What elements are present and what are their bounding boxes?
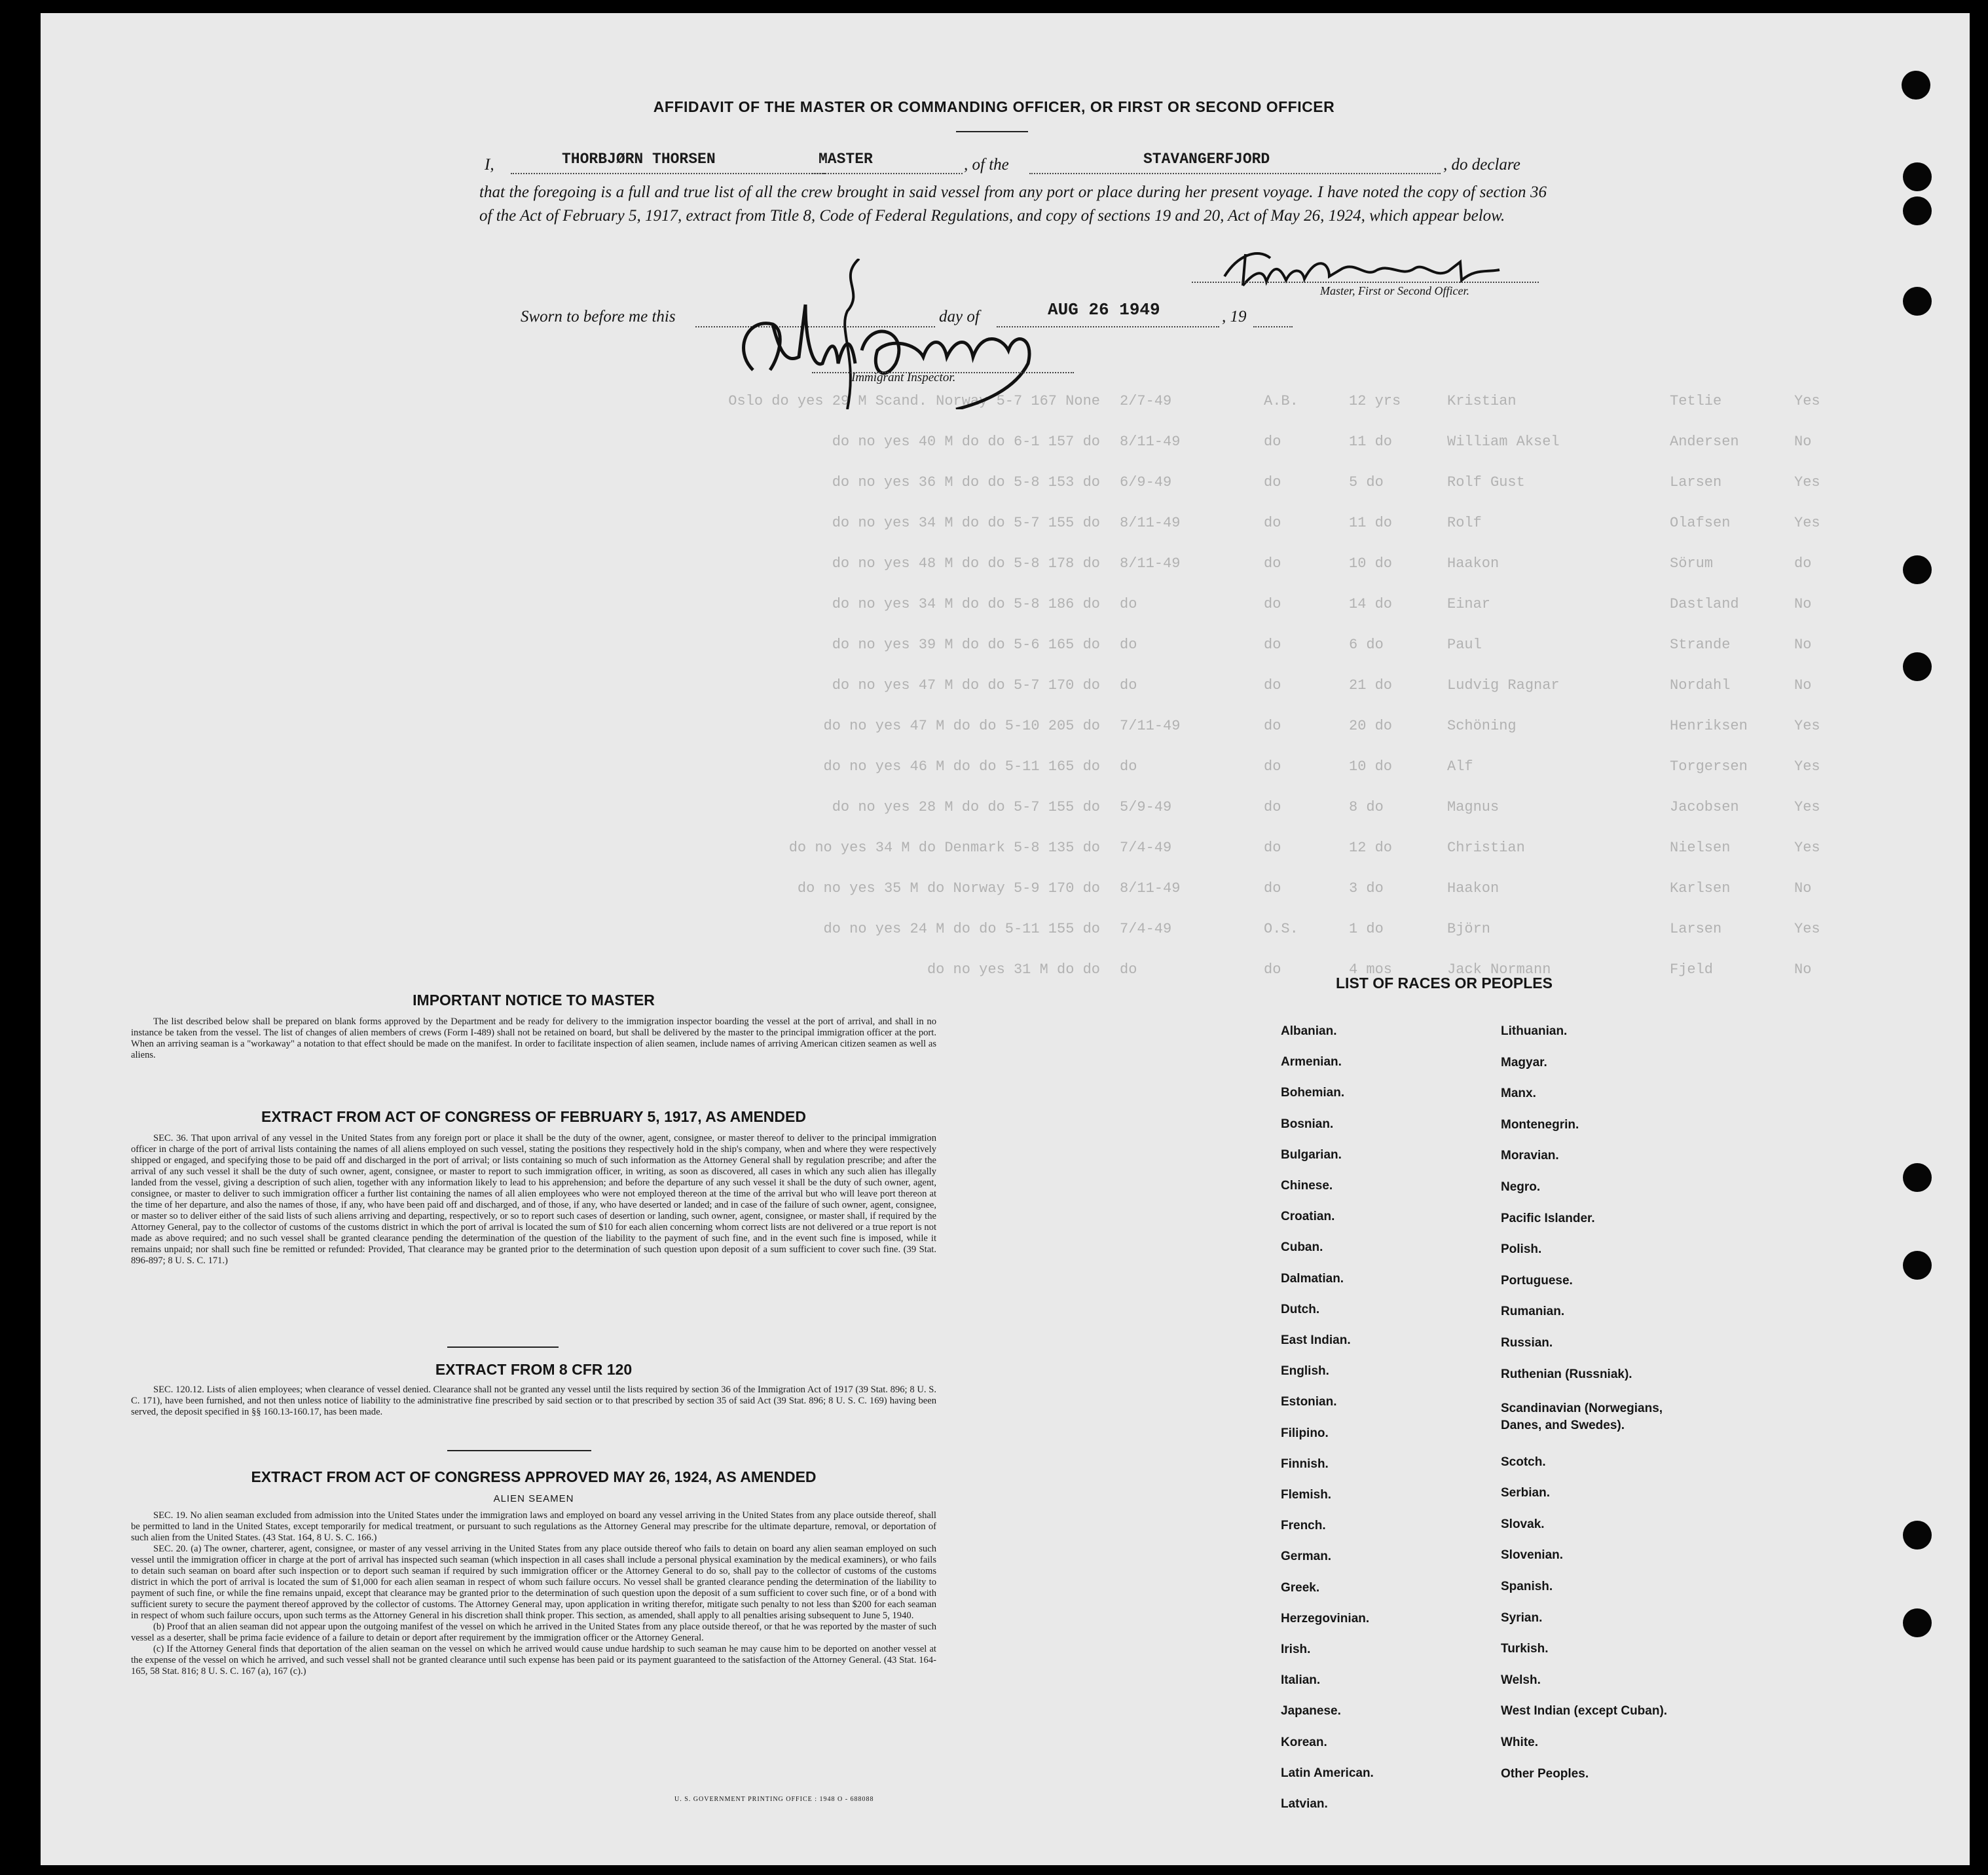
bleed-surname: Tetlie	[1670, 393, 1722, 409]
punch-hole	[1903, 287, 1932, 316]
bleed-row	[367, 555, 1873, 575]
year-label: , 19	[1222, 308, 1247, 325]
master-name: THORBJØRN THORSEN	[562, 151, 716, 168]
bleed-a: do	[1264, 718, 1281, 734]
bleed-surname: Jacobsen	[1670, 799, 1739, 815]
bleed-c1: No	[1794, 677, 1812, 694]
bleed-surname: Torgersen	[1670, 758, 1748, 775]
inspector-signature	[707, 259, 1074, 409]
bleed-a: do	[1264, 515, 1281, 531]
race-item: Moravian.	[1501, 1149, 1559, 1163]
race-item: Flemish.	[1281, 1488, 1332, 1502]
punch-hole	[1903, 555, 1932, 584]
bleed-c1: Yes	[1794, 758, 1820, 775]
bleed-date: 8/11-49	[1120, 434, 1181, 450]
race-item: Albanian.	[1281, 1024, 1337, 1038]
race-item: French.	[1281, 1519, 1326, 1533]
affidavit-title: AFFIDAVIT OF THE MASTER OR COMMANDING OFFICER, OR FIRST OR SECOND OFFICER	[653, 98, 1335, 115]
bleed-surname: Fjeld	[1670, 961, 1714, 978]
bleed-surname: Nielsen	[1670, 840, 1731, 856]
race-item: Bosnian.	[1281, 1117, 1334, 1131]
bleed-c1: Yes	[1794, 718, 1820, 734]
bleed-age: 10 do	[1349, 758, 1393, 775]
bleed-date: 8/11-49	[1120, 555, 1181, 572]
affidavit-prefix: I,	[485, 156, 494, 174]
bleed-date: do	[1120, 961, 1137, 978]
bleed-age: 6 do	[1349, 637, 1384, 653]
bleed-given: Rolf	[1447, 515, 1482, 531]
bleed-age: 20 do	[1349, 718, 1393, 734]
race-item: Japanese.	[1281, 1704, 1341, 1718]
punch-hole	[1903, 1163, 1932, 1192]
bleed-age: 10 do	[1349, 555, 1393, 572]
bleed-age: 12 yrs	[1349, 393, 1401, 409]
bleed-c1: No	[1794, 961, 1812, 978]
extract-1924-heading: EXTRACT FROM ACT OF CONGRESS APPROVED MAY 26, 1924, AS AMENDED	[251, 1468, 817, 1485]
race-item: Ruthenian (Russniak).	[1501, 1367, 1632, 1381]
race-item: Estonian.	[1281, 1395, 1337, 1409]
races-heading: LIST OF RACES OR PEOPLES	[1336, 975, 1553, 992]
race-item: Herzegovinian.	[1281, 1611, 1370, 1625]
section-36-paragraph: SEC. 36. That upon arrival of any vessel in the United States from any foreign port or place it shall be the duty of the owner, agent, consignee, or master thereof to deliver to the principal immigration officer in charge of the port of arrival lists containing the names of all aliens employed on such vessel, stating the positions they respectively hold in the ship's company, when and where they were respectively shipped or engaged, and specifying those to be paid off and discharged in the port of arrival; or lists containing so much of such information as the Attorney General shall by regulation prescribe; and after the arrival of any such vessel it shall be the duty of such owner, agent, consignee, or master to report to such immigration officer, in writing, as soon as discovered, all cases in which any such alien has illegally landed from the vessel, giving a description of such alien, together with any information likely to lead to his apprehension; and before the departure of any such vessel it shall be the duty of such owner, agent, consignee, or master to deliver to such immigration officer a further list containing the names of all alien employees who were not employed thereon at the time of the arrival but who will leave port thereon at the time of her departure, and also the names of those, if any, who have been paid off and discharged, and of those, if any, who have deserted or landed; and in case of the failure of such owner, agent, consignee, or master so to deliver either of the said lists of such aliens arriving and departing, respectively, or so to report such cases of desertion or landing, such owner, agent, consignee, or master shall, if required by the Attorney General, pay to the collector of customs of the customs district in which the port of arrival is located the sum of $10 for each alien concerning whom correct lists are not delivered or a true report is not made as above required; and no such vessel shall be granted clearance pending the determination of the question of the liability to the payment of such fine, and in the event such fine is imposed, while it remains unpaid; nor shall such fine be remitted or refunded: Provided, That clearance may be granted prior to the determination of such question upon deposit of a sum sufficient to cover such fine. (39 Stat. 896-897; 8 U. S. C. 171.)	[131, 1133, 936, 1266]
bleed-date: do	[1120, 637, 1137, 653]
bleed-row	[367, 961, 1873, 981]
bleed-c1: Yes	[1794, 921, 1820, 937]
title-divider	[956, 131, 1028, 132]
bleed-age: 11 do	[1349, 515, 1393, 531]
alien-seamen-subheading: ALIEN SEAMEN	[493, 1493, 574, 1504]
bleed-row	[367, 799, 1873, 819]
bleed-row	[367, 921, 1873, 940]
vessel-line	[1029, 173, 1441, 174]
bleed-surname: Larsen	[1670, 921, 1722, 937]
bleed-date: do	[1120, 677, 1137, 694]
bleed-rest: Oslo do yes 29 M Scand. Norway 5-7 167 None	[728, 393, 1100, 409]
bleed-given: Jack Normann	[1447, 961, 1551, 978]
race-item: Slovak.	[1501, 1517, 1545, 1531]
punch-hole	[1903, 1251, 1932, 1280]
bleed-rest: do no yes 46 M do do 5-11 165 do	[823, 758, 1100, 775]
race-item: Chinese.	[1281, 1179, 1333, 1193]
bleed-age: 3 do	[1349, 880, 1384, 897]
bleed-given: William Aksel	[1447, 434, 1560, 450]
date-stamp: AUG 26 1949	[1048, 300, 1160, 320]
bleed-surname: Sörum	[1670, 555, 1714, 572]
bleed-given: Alf	[1447, 758, 1473, 775]
race-item: Other Peoples.	[1501, 1766, 1589, 1781]
bleed-date: 8/11-49	[1120, 880, 1181, 897]
race-item: Bulgarian.	[1281, 1147, 1342, 1162]
bleed-surname: Dastland	[1670, 596, 1739, 612]
race-item: Slovenian.	[1501, 1548, 1564, 1563]
bleed-date: 8/11-49	[1120, 515, 1181, 531]
race-item: White.	[1501, 1736, 1538, 1749]
bleed-c1: do	[1794, 555, 1812, 572]
punch-hole	[1903, 196, 1932, 225]
race-item: Greek.	[1281, 1580, 1320, 1595]
bleed-row	[367, 474, 1873, 494]
bleed-given: Björn	[1447, 921, 1491, 937]
bleed-age: 8 do	[1349, 799, 1384, 815]
bleed-given: Magnus	[1447, 799, 1500, 815]
bleed-a: do	[1264, 555, 1281, 572]
race-item: Negro.	[1501, 1180, 1541, 1194]
bleed-given: Einar	[1447, 596, 1491, 612]
bleed-age: 11 do	[1349, 434, 1393, 450]
bleed-a: do	[1264, 961, 1281, 978]
bleed-surname: Larsen	[1670, 474, 1722, 491]
notice-heading: IMPORTANT NOTICE TO MASTER	[413, 992, 655, 1009]
of-the-label: , of the	[964, 156, 1009, 174]
bleed-a: do	[1264, 434, 1281, 450]
bleed-given: Paul	[1447, 637, 1482, 653]
sworn-label: Sworn to before me this	[521, 308, 676, 325]
race-item: Finnish.	[1281, 1457, 1329, 1471]
extract-1917-heading: EXTRACT FROM ACT OF CONGRESS OF FEBRUARY 5, 1917, AS AMENDED	[261, 1108, 806, 1125]
punch-hole	[1903, 162, 1932, 191]
bleed-surname: Olafsen	[1670, 515, 1731, 531]
race-item: Welsh.	[1501, 1673, 1541, 1687]
race-item: Pacific Islander.	[1501, 1211, 1595, 1225]
bleed-c1: Yes	[1794, 515, 1820, 531]
master-signature-line	[1192, 282, 1539, 283]
section-120-12-paragraph: SEC. 120.12. Lists of alien employees; when clearance of vessel denied. Clearance shall not be granted any vessel until the lists required by section 36 of the Immigration Act of 1917 (39 Stat. 896; 8 U. S. C. 171), have been furnished, and not then unless notice of liability to the administrative fine prescribed by said section or to that prescribed by section 35 of said Act (39 Stat. 896; 8 U. S. C. 169) having been served, the deposit specified in §§ 160.13-160.17, has been made.	[131, 1384, 936, 1417]
bleed-date: 7/11-49	[1120, 718, 1181, 734]
bleed-rest: do no yes 39 M do do 5-6 165 do	[832, 637, 1100, 653]
bleed-date: do	[1120, 596, 1137, 612]
bleed-row	[367, 758, 1873, 778]
bleed-row	[367, 393, 1873, 413]
race-item: Latvian.	[1281, 1797, 1328, 1811]
rank: MASTER	[819, 151, 873, 168]
bleed-surname: Strande	[1670, 637, 1731, 653]
master-caption: Master, First or Second Officer.	[1320, 284, 1469, 297]
bleed-row	[367, 677, 1873, 697]
bleed-date: 6/9-49	[1120, 474, 1172, 491]
race-item: Danes, and Swedes).	[1501, 1418, 1625, 1432]
bleed-c1: Yes	[1794, 799, 1820, 815]
extract-1917-text	[131, 1133, 936, 1267]
declare-label: , do declare	[1443, 156, 1520, 174]
bleed-c1: No	[1794, 880, 1812, 897]
bleed-given: Christian	[1447, 840, 1525, 856]
race-item: Syrian.	[1501, 1610, 1543, 1625]
bleed-a: do	[1264, 758, 1281, 775]
race-item: Turkish.	[1501, 1642, 1549, 1656]
bleed-rest: do no yes 34 M do Denmark 5-8 135 do	[788, 840, 1100, 856]
bleed-row	[367, 880, 1873, 900]
race-item: Magyar.	[1501, 1055, 1547, 1069]
section-19-paragraph: SEC. 19. No alien seaman excluded from admission into the United States under the immigration laws and employed on board any vessel arriving in the United States from any place outside thereof, shall be permitted to land in the United States, except temporarily for medical treatment, or pursuant to such regulations as the Attorney General may prescribe for the ultimate departure, removal, or deportation of such alien from the United States. (43 Stat. 164, 8 U. S. C. 166.)	[131, 1510, 936, 1543]
bleed-surname: Andersen	[1670, 434, 1739, 450]
bleed-age: 1 do	[1349, 921, 1384, 937]
race-item: Montenegrin.	[1501, 1117, 1579, 1132]
bleed-row	[367, 596, 1873, 616]
bleed-c1: No	[1794, 434, 1812, 450]
inspector-caption: Immigrant Inspector.	[851, 371, 956, 384]
bleed-surname: Karlsen	[1670, 880, 1731, 897]
race-item: Scandinavian (Norwegians,	[1501, 1401, 1663, 1415]
race-item: Korean.	[1281, 1735, 1327, 1749]
race-item: German.	[1281, 1550, 1332, 1564]
bleed-date: 2/7-49	[1120, 393, 1172, 409]
punch-hole	[1903, 652, 1932, 681]
bleed-given: Kristian	[1447, 393, 1517, 409]
bleed-row	[367, 840, 1873, 859]
section-20c-paragraph: (c) If the Attorney General finds that deportation of the alien seaman on the vessel on which he arrived would cause undue hardship to such seaman he may cause him to be deported on another vessel at the expense of the vessel on which he arrived, and such vessel shall not be granted clearance until such expense has been paid or its payment guaranteed to the satisfaction of the Attorney General. (43 Stat. 164-165, 58 Stat. 816; 8 U. S. C. 167 (a), 167 (c).)	[131, 1644, 936, 1677]
bleed-c1: Yes	[1794, 840, 1820, 856]
affidavit-body: that the foregoing is a full and true list of all the crew brought in said vessel from any port or place during her present voyage. I have noted the copy of section 36 of the Act of February 5, 1917, extract from Title 8, Code of Federal Regulations, and copy of sections 19 and 20, Act of May 26, 1924, which appear below.	[479, 183, 1547, 225]
race-item: Irish.	[1281, 1643, 1311, 1656]
section-20a-paragraph: SEC. 20. (a) The owner, charterer, agent, consignee, or master of any vessel arriving in the United States from any place outside thereof who fails to detain on board any alien seaman employed on such vessel until the immigration officer in charge at the port of arrival has inspected such seaman (which inspection in all cases shall include a personal physical examination by the medical examiners), or who fails to detain such seaman on board after such inspection or to deport such seaman if required by such immigration officer or the Attorney General to do so, shall pay to the collector of customs of the customs district in which the port of arrival is located the sum of $1,000 for each alien seaman in respect of whom such failure occurs. No vessel shall be granted clearance pending the determination of the liability to payment of such fine, or while the fine remains unpaid, except that clearance may be granted prior to the determination of such question upon the deposit of a sum sufficient to cover such fine, or of a bond with sufficient surety to secure the payment thereof approved by the collector of customs. The Attorney General may, upon application in writing therefor, mitigate such penalty to not less than $200 for each seaman in respect of whom such failure occurs, upon such terms as the Attorney General in his discretion shall think proper. This section, as amended, shall apply to all penalties arising subsequent to June 5, 1940.	[131, 1544, 936, 1621]
race-item: Italian.	[1281, 1673, 1321, 1688]
bleed-a: do	[1264, 799, 1281, 815]
bleed-given: Ludvig Ragnar	[1447, 677, 1560, 694]
bleed-rest: do no yes 34 M do do 5-8 186 do	[832, 596, 1100, 612]
bleed-rest: do no yes 31 M do do	[927, 961, 1100, 978]
bleed-a: do	[1264, 596, 1281, 612]
year-line	[1253, 326, 1293, 327]
section-20b-paragraph: (b) Proof that an alien seaman did not appear upon the outgoing manifest of the vessel on which he arrived in the United States from any place outside thereof, or that he was reported by the master of such vessel as a deserter, shall be prima facie evidence of a failure to detain or deport after requirement by the immigration officer or the Attorney General.	[131, 1622, 936, 1643]
bleed-a: do	[1264, 880, 1281, 897]
bleed-date: do	[1120, 758, 1137, 775]
bleed-given: Schöning	[1447, 718, 1517, 734]
bleed-surname: Henriksen	[1670, 718, 1748, 734]
bleed-a: do	[1264, 637, 1281, 653]
bleed-age: 12 do	[1349, 840, 1393, 856]
punch-hole	[1903, 1521, 1932, 1550]
bleed-rest: do no yes 47 M do do 5-7 170 do	[832, 677, 1100, 694]
punch-hole	[1903, 1608, 1932, 1637]
race-item: Spanish.	[1501, 1580, 1553, 1593]
bleed-age: 14 do	[1349, 596, 1393, 612]
race-item: Lithuanian.	[1501, 1024, 1568, 1038]
bleed-age: 21 do	[1349, 677, 1393, 694]
race-item: Manx.	[1501, 1086, 1536, 1101]
bleed-row	[367, 515, 1873, 534]
bleed-a: A.B.	[1264, 393, 1298, 409]
rank-line	[812, 173, 963, 174]
race-item: Cuban.	[1281, 1240, 1323, 1255]
extract-cfr-text	[131, 1384, 936, 1418]
race-item: Russian.	[1501, 1336, 1553, 1350]
extract-cfr-heading: EXTRACT FROM 8 CFR 120	[435, 1361, 633, 1378]
bleed-rest: do no yes 34 M do do 5-7 155 do	[832, 515, 1100, 531]
bleed-date: 5/9-49	[1120, 799, 1172, 815]
bleed-rest: do no yes 47 M do do 5-10 205 do	[823, 718, 1100, 734]
extract-1924-text	[131, 1510, 936, 1677]
race-item: Filipino.	[1281, 1426, 1329, 1440]
notice-paragraph: The list described below shall be prepared on blank forms approved by the Department and be ready for delivery to the immigration inspector boarding the vessel at the port of arrival, and shall in no instance be taken from the vessel. The list of changes of alien members of crews (Form I-489) shall not be retained on board, but shall be delivered by the master to the principal immigration officer at the port. When an arriving seaman is a "workaway" a notation to that effect should be made on the manifest. In order to facilitate inspection of alien seamen, include names of arriving American citizen seamen as well as aliens.	[131, 1016, 936, 1060]
race-item: Croatian.	[1281, 1210, 1335, 1224]
race-item: West Indian (except Cuban).	[1501, 1704, 1668, 1718]
bleed-rest: do no yes 35 M do Norway 5-9 170 do	[797, 880, 1100, 897]
race-item: Serbian.	[1501, 1486, 1550, 1500]
punch-hole	[1902, 71, 1930, 100]
race-item: Polish.	[1501, 1242, 1542, 1257]
race-item: Rumanian.	[1501, 1305, 1565, 1319]
bleed-c1: Yes	[1794, 474, 1820, 491]
bleed-c1: No	[1794, 637, 1812, 653]
race-item: East Indian.	[1281, 1333, 1351, 1347]
bleed-date: 7/4-49	[1120, 840, 1172, 856]
notice-text	[131, 1016, 936, 1061]
bleed-given: Rolf Gust	[1447, 474, 1525, 491]
race-item: Armenian.	[1281, 1055, 1342, 1069]
divider	[447, 1450, 591, 1451]
bleed-row	[367, 718, 1873, 737]
bleed-rest: do no yes 48 M do do 5-8 178 do	[832, 555, 1100, 572]
bleed-rest: do no yes 40 M do do 6-1 157 do	[832, 434, 1100, 450]
race-item: Scotch.	[1501, 1455, 1546, 1469]
bleed-surname: Nordahl	[1670, 677, 1731, 694]
name-line	[511, 173, 825, 174]
bleed-a: O.S.	[1264, 921, 1298, 937]
race-item: Portuguese.	[1501, 1273, 1573, 1288]
bleed-date: 7/4-49	[1120, 921, 1172, 937]
bleed-a: do	[1264, 474, 1281, 491]
vessel-name: STAVANGERFJORD	[1143, 151, 1270, 168]
bleed-c1: Yes	[1794, 393, 1820, 409]
race-item: English.	[1281, 1364, 1329, 1379]
bleed-given: Haakon	[1447, 880, 1500, 897]
day-of-label: day of	[939, 308, 980, 325]
bleed-age: 5 do	[1349, 474, 1384, 491]
bleed-rest: do no yes 24 M do do 5-11 155 do	[823, 921, 1100, 937]
bleed-row	[367, 637, 1873, 656]
bleed-rest: do no yes 36 M do do 5-8 153 do	[832, 474, 1100, 491]
race-item: Dutch.	[1281, 1302, 1320, 1316]
bleed-c1: No	[1794, 596, 1812, 612]
bleed-rest: do no yes 28 M do do 5-7 155 do	[832, 799, 1100, 815]
race-item: Bohemian.	[1281, 1086, 1345, 1100]
bleed-row	[367, 434, 1873, 453]
bleed-age: 4 mos	[1349, 961, 1393, 978]
bleed-a: do	[1264, 677, 1281, 694]
race-item: Dalmatian.	[1281, 1271, 1344, 1286]
printing-office-line: U. S. GOVERNMENT PRINTING OFFICE : 1948 O - 688088	[674, 1796, 874, 1803]
divider	[447, 1346, 559, 1348]
race-item: Latin American.	[1281, 1766, 1374, 1780]
bleed-given: Haakon	[1447, 555, 1500, 572]
bleed-a: do	[1264, 840, 1281, 856]
